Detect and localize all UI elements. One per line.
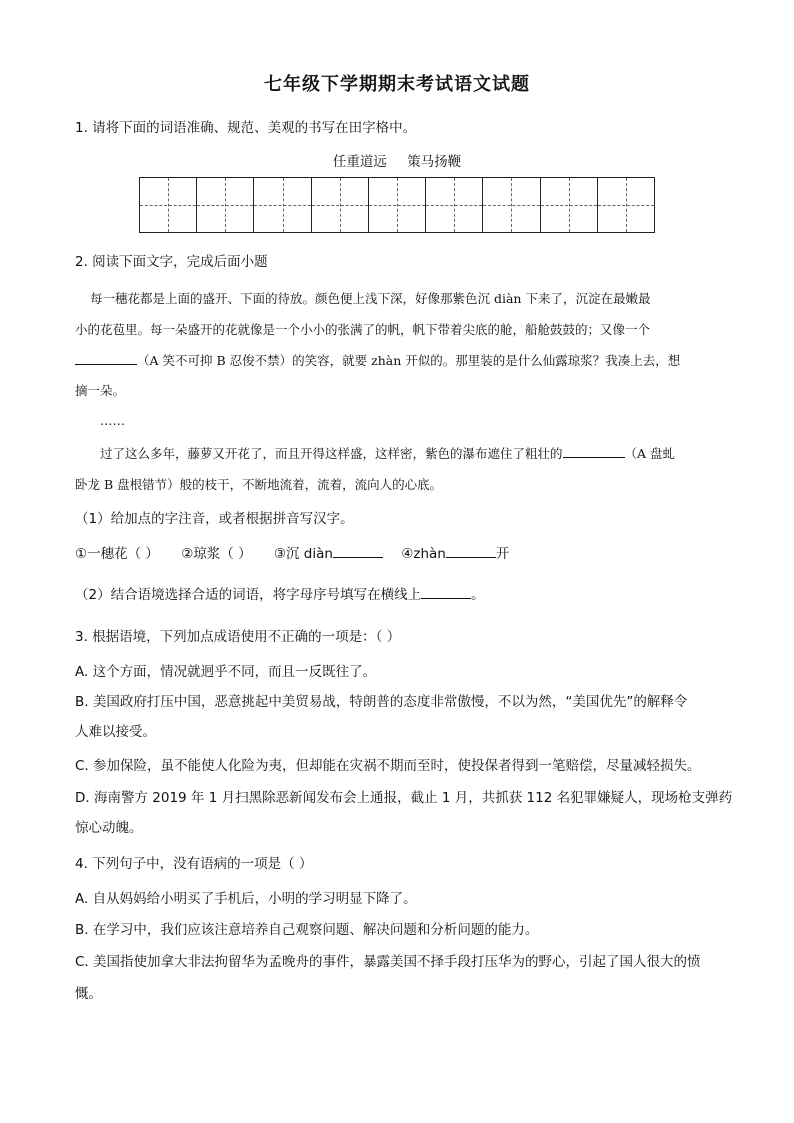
grid-cell[interactable] (254, 178, 311, 232)
passage-line (75, 351, 725, 369)
answer-blank[interactable] (333, 556, 383, 558)
ellipsis: …… (100, 413, 125, 428)
passage-text: （A 笑不可抑 B 忍俊不禁）的笑容，就要 zhàn 开似的。那里装的是什么仙露琼浆？我凑上去，想 (137, 353, 681, 368)
q4-option-b: B. 在学习中，我们应该注意培养自己观察问题、解决问题和分析问题的能力。 (75, 922, 539, 938)
q1-stem: 1. 请将下面的词语准确、规范、美观的书写在田字格中。 (75, 120, 417, 136)
tianzige-grid (139, 177, 655, 233)
q4-option-c-cont: 慨。 (75, 986, 102, 1002)
q2-sub1: （1）给加点的字注音，或者根据拼音写汉字。 (75, 511, 354, 527)
q3-option-d-cont: 惊心动魄。 (75, 820, 143, 836)
passage-line: 每一穗花都是上面的盛开、下面的待放。颜色便上浅下深，好像那紫色沉 diàn 下来了，沉淀在最嫩最 (90, 291, 651, 306)
grid-cell[interactable] (483, 178, 540, 232)
blank-line[interactable] (563, 456, 625, 458)
q2-sub1-items (75, 542, 509, 562)
grid-cell[interactable] (197, 178, 254, 232)
grid-cell[interactable] (426, 178, 483, 232)
passage-line: 摘一朵。 (75, 383, 126, 398)
sub1-item-5: 开 (495, 546, 510, 562)
sub1-item-1: ①一穗花（ ） (75, 546, 159, 562)
sub2-text: （2）结合语境选择合适的词语，将字母序号填写在横线上 (75, 587, 422, 603)
q3-option-d: D. 海南警方 2019 年 1 月扫黑除恶新闻发布会上通报，截止 1 月，共抓获 112 名犯罪嫌疑人，现场枪支弹药 (75, 790, 733, 806)
passage-line (100, 444, 750, 462)
passage-line: 卧龙 B 盘根错节）般的枝干，不断地流着，流着，流向人的心底。 (75, 477, 443, 492)
q3-option-b: B. 美国政府打压中国，恶意挑起中美贸易战，特朗普的态度非常傲慢，不以为然，“美国优先”的解释令 (75, 694, 688, 710)
q1-word-1: 任重道远 (332, 154, 387, 170)
passage-text: （A 盘虬 (624, 446, 676, 461)
q3-option-c: C. 参加保险，虽不能使人化险为夷，但却能在灾祸不期而至时，使投保者得到一笔赔偿，尽量减轻损失。 (75, 758, 701, 774)
sub1-item-2: ②琼浆（ ） (181, 546, 252, 562)
sub2-end: 。 (471, 587, 485, 603)
grid-cell[interactable] (598, 178, 654, 232)
blank-line[interactable] (75, 363, 137, 365)
grid-cell[interactable] (140, 178, 197, 232)
grid-cell[interactable] (312, 178, 369, 232)
passage-line: 小的花苞里。每一朵盛开的花就像是一个小小的张满了的帆，帆下带着尖底的舱，船舱鼓鼓的；又像一个 (75, 322, 651, 337)
answer-blank[interactable] (421, 597, 471, 599)
q4-stem: 4. 下列句子中，没有语病的一项是（ ） (75, 856, 313, 872)
sub1-item-4: ④zhàn (401, 546, 446, 562)
q3-option-a: A. 这个方面，情况就迥乎不同，而且一反既往了。 (75, 664, 377, 680)
grid-cell[interactable] (541, 178, 598, 232)
answer-blank[interactable] (446, 556, 496, 558)
q1-words (0, 150, 794, 170)
sub1-item-3: ③沉 diàn (273, 546, 333, 562)
q2-sub2 (75, 583, 485, 603)
grid-cell[interactable] (369, 178, 426, 232)
q4-option-a: A. 自从妈妈给小明买了手机后，小明的学习明显下降了。 (75, 891, 417, 907)
q3-stem: 3. 根据语境，下列加点成语使用不正确的一项是：（ ） (75, 629, 401, 645)
passage-text: 过了这么多年，藤萝又开花了，而且开得这样盛，这样密，紫色的瀑布遮住了粗壮的 (100, 446, 563, 461)
page-title: 七年级下学期期末考试语文试题 (264, 74, 530, 95)
q4-option-c: C. 美国指使加拿大非法拘留华为孟晚舟的事件，暴露美国不择手段打压华为的野心，引起了国人很大的愤 (75, 954, 701, 970)
q2-stem: 2. 阅读下面文字，完成后面小题 (75, 254, 268, 270)
q3-option-b-cont: 人难以接受。 (75, 724, 156, 740)
q1-word-2: 策马扬鞭 (407, 154, 462, 170)
